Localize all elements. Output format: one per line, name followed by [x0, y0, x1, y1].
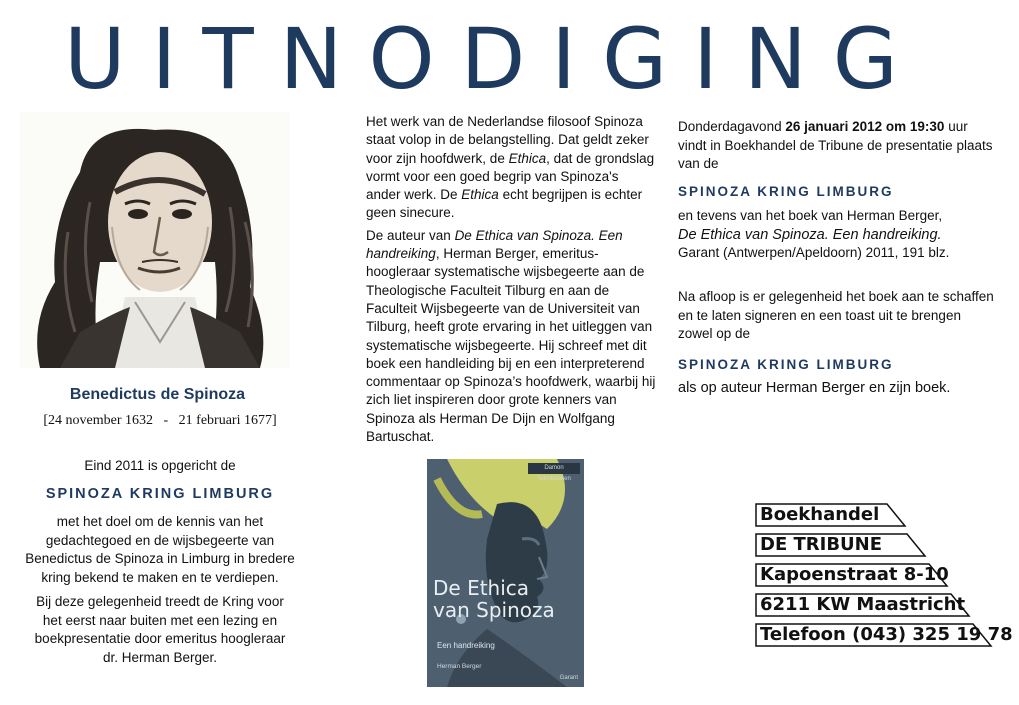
book-cover — [427, 459, 584, 687]
kring-name-left: SPINOZA KRING LIMBURG — [45, 486, 275, 502]
kring-name-right-1: SPINOZA KRING LIMBURG — [678, 184, 894, 199]
shop-row — [755, 563, 949, 587]
life-dates: [24 november 1632 - 21 februari 1677] — [43, 413, 277, 428]
book-author: Herman Berger — [437, 663, 482, 670]
shop-row — [755, 593, 965, 617]
afterward-text: Na afloop is er gelegenheid het boek aan te schaffen en te laten signeren en een toast uit te brengen zowel op de — [678, 289, 994, 341]
closing-text: als op auteur Herman Berger en zijn boek. — [678, 380, 951, 396]
occasion-text — [10, 593, 310, 667]
shop-street: Kapoenstraat 8-10 — [760, 564, 949, 585]
article-text — [366, 113, 656, 450]
shop-row — [755, 533, 882, 557]
shop-name: Boekhandel — [760, 504, 880, 525]
book-title: De Ethica van Spinoza — [433, 576, 555, 622]
person-name: Benedictus de Spinoza — [69, 386, 246, 403]
purpose-line: kring bekend te maken en te verdiepen. — [41, 569, 279, 585]
purpose-line: Benedictus de Spinoza in Limburg in bredere — [25, 551, 295, 566]
shop-phone: Telefoon (043) 325 19 78 — [760, 624, 1013, 645]
shop-row — [755, 623, 1013, 647]
book-subtitle: Een handreiking — [437, 641, 495, 650]
occasion-line: Bij deze gelegenheid treedt de Kring voor — [36, 594, 284, 609]
occasion-line: het eerst naar buiten met een lezing en — [42, 612, 278, 628]
intro-text: Eind 2011 is opgericht de — [84, 458, 236, 473]
shop-row — [755, 503, 879, 527]
spinoza-portrait — [20, 112, 290, 368]
shop-city: 6211 KW Maastricht — [760, 594, 966, 615]
purpose-line: met het doel om de kennis van het — [56, 514, 264, 529]
shop-title: DE TRIBUNE — [760, 534, 883, 555]
purpose-text — [10, 513, 310, 587]
event-date: 26 januari 2012 om 19:30 — [785, 119, 945, 134]
book-title-reference: De Ethica van Spinoza. Een handreiking. — [678, 226, 942, 243]
book-publication: Garant (Antwerpen/Apeldoorn) 2011, 191 blz. — [678, 245, 950, 260]
book-publisher: Garant — [559, 675, 578, 681]
paragraph-intro: Het werk van de Nederlandse filosoof Spinoza staat volop in de belangstelling. Dat geldt zeker voor zijn hoofdwerk, de Ethica, dat de grondslag vormt voor een goed begrip van Spinoza's ander werk. De Ethica echt begrijpen is echter geen sinecure. — [366, 114, 655, 221]
kring-name-right-2: SPINOZA KRING LIMBURG — [678, 357, 894, 372]
book-series-badge: Damon Tekstboeken — [528, 463, 580, 474]
occasion-line: boekpresentatie door emeritus hoogleraar — [34, 631, 286, 646]
book-info: en tevens van het boek van Herman Berger, De Ethica van Spinoza. Een handreiking. Garant (Antwerpen/Apeldoorn) 2011, 191 blz. — [678, 207, 998, 263]
purpose-line: gedachtegoed en de wijsbegeerte van — [45, 532, 275, 548]
event-announcement: Donderdagavond 26 januari 2012 om 19:30 uur vindt in Boekhandel de Tribune de presentatie plaats van de — [678, 119, 993, 171]
paragraph-author: De auteur van De Ethica van Spinoza. Een handreiking, Herman Berger, emeritus-hoogleraar systematische wijsbegeerte aan de Theologische Faculteit Tilburg en aan de Faculteit Wijsbegeerte van de Universiteit van Tilburg, heeft grote ervaring in het uitleggen van systematische wijsbegeerte. Hij schreef met dit boek een handleiding bij en een interpreterend commentaar op Spinoza’s hoofdwerk, waarbij hij zich liet inspireren door grote kenners van Spinoza als Herman De Dijn en Wolfgang Bartuschat. — [366, 227, 656, 445]
bookshop-sign — [755, 503, 1013, 653]
occasion-line: dr. Herman Berger. — [102, 649, 218, 665]
page-title: UITNODIGING — [64, 10, 924, 108]
